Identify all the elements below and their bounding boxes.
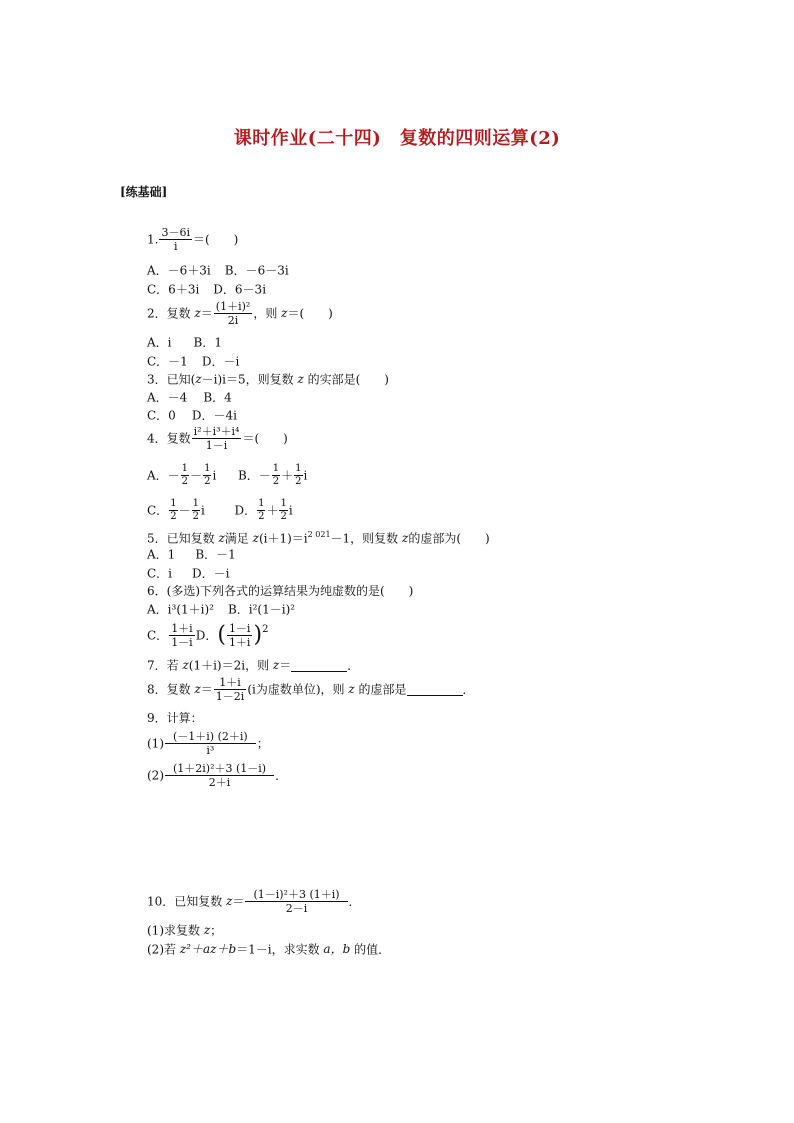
q1-numerator: 3－6i	[161, 226, 190, 239]
q4-b-f2-d: 2	[295, 476, 302, 487]
q9-p2-den: 2＋i	[208, 776, 231, 789]
q6-option-c-pre: C．	[147, 628, 169, 643]
q4-d-f1-d: 2	[258, 511, 265, 522]
q4-d-f2-n: 1	[280, 498, 287, 509]
q10-z: z	[226, 894, 233, 908]
question-5	[147, 527, 490, 547]
q6-d-exponent: 2	[262, 624, 269, 635]
q1-option-b: B．－6－3i	[224, 263, 289, 278]
q2-option-a: A．i	[147, 335, 172, 350]
q2-options-row1	[147, 334, 222, 351]
q7-c: ＝	[279, 658, 292, 673]
q8-den: 1－2i	[215, 690, 245, 703]
q4-b-frac2	[294, 463, 302, 488]
q4-options-row2	[147, 498, 293, 523]
q4-c-f1-n: 1	[170, 498, 177, 509]
q2-options-row2	[147, 353, 239, 370]
question-8	[147, 676, 475, 703]
q4-lead: 4．复数	[147, 431, 191, 446]
q1-option-d: D．6－3i	[213, 282, 267, 297]
q2-option-d: D．－i	[201, 354, 240, 369]
q9-p2-label: (2)	[147, 768, 164, 783]
q6-d-fraction	[227, 622, 253, 649]
q2-lead: 2．复数	[147, 306, 195, 321]
q4-c-f2-d: 2	[192, 511, 199, 522]
q3-option-c: C．0	[147, 408, 176, 423]
q8-z: z	[194, 682, 201, 696]
q5-e: 的虚部为( )	[408, 531, 490, 546]
q4-d-f1-n: 1	[258, 498, 265, 509]
q2-numerator: (1＋i)²	[215, 300, 251, 313]
q5-exponent: 2 021	[307, 530, 331, 539]
q4-option-b-pre: B．－	[237, 468, 271, 483]
q3-z2: z	[297, 372, 304, 386]
q2-z: z	[194, 306, 201, 320]
q10-tail: ．	[348, 894, 361, 909]
q3-mid: －i)i＝5，则复数	[201, 372, 298, 387]
question-6: 6．(多选)下列各式的运算结果为纯虚数的是( )	[147, 584, 414, 598]
q5-c: (i＋1)＝i	[258, 531, 308, 546]
q8-eq: ＝	[200, 682, 213, 697]
q2-denominator: 2i	[227, 314, 239, 327]
q10-p1-tail: ；	[210, 923, 223, 938]
q5-z: z	[218, 531, 225, 545]
q10-num: (1－i)²＋3 (1＋i)	[245, 888, 347, 902]
q7-z2: z	[272, 658, 280, 672]
q4-a-frac1	[181, 463, 189, 488]
q6-options-row1	[147, 601, 295, 618]
q5-z2: z	[252, 531, 259, 545]
q5-options-row1	[147, 546, 236, 563]
q5-option-a: A．1	[147, 547, 176, 562]
q6-option-b: B．i²(1－i)²	[227, 602, 296, 617]
q2-tail2: ＝( )	[287, 306, 333, 321]
q4-c-f1-d: 2	[170, 511, 177, 522]
q10-p1-text: (1)求复数	[147, 923, 204, 938]
q2-fraction	[214, 300, 253, 327]
q1-denominator: i	[173, 240, 178, 253]
q1-option-c: C．6＋3i	[147, 282, 200, 297]
q3-option-d: D．－4i	[191, 408, 237, 423]
q8-c: 的虚部是	[354, 682, 407, 697]
q1-fraction	[159, 226, 192, 253]
q10-a: 10．已知复数	[147, 894, 227, 909]
q10-part1	[147, 922, 222, 939]
q4-option-c-pre: C．	[147, 503, 169, 518]
q3-option-a: A．－4	[147, 390, 188, 405]
q1-option-a: A．－6＋3i	[147, 263, 211, 278]
q10-den: 2－i	[285, 902, 308, 915]
q4-c-frac2	[192, 498, 200, 523]
q9-p1-den: i³	[206, 744, 215, 757]
q1-options-row2	[147, 281, 266, 298]
q4-fraction	[192, 425, 242, 452]
q2-eq: ＝	[200, 306, 213, 321]
q6-c-fraction	[169, 622, 195, 649]
q5-d: －1，则复数	[330, 531, 402, 546]
q1-tail: ＝( )	[192, 232, 239, 247]
q6-c-den: 1－i	[171, 636, 193, 649]
q5-option-d: D．－i	[192, 566, 230, 581]
q9-p1-num: (－1＋i) (2＋i)	[165, 730, 256, 744]
q4-b-frac1	[272, 463, 280, 488]
q3-pre: 3．已知(	[147, 372, 196, 387]
q6-c-num: 1＋i	[171, 622, 193, 635]
q9-p1-label: (1)	[147, 736, 164, 751]
q5-options-row2	[147, 565, 230, 582]
q8-fraction	[214, 676, 247, 703]
question-9: 9．计算：	[147, 711, 203, 725]
q3-option-b: B．4	[203, 390, 232, 405]
question-2	[147, 300, 333, 327]
q4-numerator: i²＋i³＋i⁴	[193, 425, 240, 438]
q3-post: 的实部是( )	[303, 372, 389, 387]
q4-a-f2-d: 2	[204, 476, 211, 487]
q6-option-d-pre: D．	[195, 628, 218, 643]
q2-option-b: B．1	[193, 335, 222, 350]
q8-b: (i为虚数单位)，则	[247, 682, 349, 697]
q4-options-row1	[147, 463, 307, 488]
q2-option-c: C．－1	[147, 354, 188, 369]
q9-part2	[147, 762, 287, 789]
q4-b-i: i	[303, 468, 308, 483]
q9-p1-tail: ；	[256, 736, 269, 751]
q4-d-f2-d: 2	[280, 511, 287, 522]
q4-c-frac1	[169, 498, 177, 523]
question-1	[147, 226, 238, 253]
q8-num: 1＋i	[214, 676, 247, 690]
q4-a-op: －	[190, 468, 203, 483]
q9-p2-num: (1＋2i)²＋3 (1－i)	[165, 762, 274, 776]
q3-z: z	[195, 372, 202, 386]
question-4	[147, 425, 288, 452]
q10-p2-c: 的值．	[350, 942, 391, 957]
q10-eq: ＝	[232, 894, 245, 909]
q8-z2: z	[348, 682, 355, 696]
q4-d-frac2	[279, 498, 287, 523]
q6-options-row2	[147, 622, 268, 649]
q4-a-f1-d: 2	[181, 476, 189, 487]
q4-d-frac1	[257, 498, 265, 523]
q7-b: (1＋i)＝2i，则	[188, 658, 273, 673]
q6-d-den: 1＋i	[228, 636, 251, 649]
question-3	[147, 371, 389, 388]
q4-option-a-pre: A．－	[147, 468, 180, 483]
q5-a: 5．已知复数	[147, 531, 219, 546]
question-10	[147, 888, 361, 915]
q1-options-row1	[147, 262, 289, 279]
q4-tail: ＝( )	[242, 431, 288, 446]
q4-d-op: ＋	[266, 503, 279, 518]
q10-fraction	[245, 888, 347, 915]
q2-z2: z	[281, 306, 288, 320]
q4-b-f2-n: 1	[295, 463, 302, 474]
q4-c-f2-n: 1	[192, 498, 199, 509]
q4-b-f1-d: 2	[272, 476, 280, 487]
q4-b-op: ＋	[281, 468, 294, 483]
q4-a-f2-n: 1	[204, 463, 211, 474]
q8-d: ．	[462, 682, 475, 697]
q4-a-f1-n: 1	[181, 463, 189, 474]
q5-b: 满足	[224, 531, 253, 546]
q4-c-i: i	[200, 503, 205, 518]
q4-a-frac2	[203, 463, 211, 488]
q6-d-rparen: )	[253, 622, 263, 648]
q9-p1-fraction	[165, 730, 256, 757]
q6-d-num: 1－i	[228, 622, 251, 635]
section-heading: [练基础]	[120, 185, 168, 199]
q10-p2-a: (2)若	[147, 942, 180, 957]
q9-p2-fraction	[165, 762, 274, 789]
q10-p2-expr: z²＋az＋b	[179, 942, 237, 956]
q5-option-b: B．－1	[195, 547, 236, 562]
q7-z: z	[182, 658, 189, 672]
q10-part2	[147, 941, 390, 958]
q4-option-d-pre: D．	[234, 503, 257, 518]
q10-p2-b: ＝1－i，求实数	[236, 942, 324, 957]
q6-option-a: A．i³(1＋i)²	[147, 602, 214, 617]
q7-a: 7．若	[147, 658, 183, 673]
q10-p2-ab: a，b	[323, 942, 351, 956]
q4-a-i: i	[212, 468, 217, 483]
q6-d-lparen: (	[217, 622, 226, 648]
q4-b-f1-n: 1	[272, 463, 280, 474]
question-7	[147, 657, 359, 674]
q9-part1	[147, 730, 269, 757]
q10-p1-z: z	[203, 923, 211, 937]
q3-options-row1	[147, 389, 232, 406]
page-title: 课时作业(二十四) 复数的四则运算(2)	[233, 128, 561, 149]
q1-number: 1.	[147, 232, 159, 247]
q8-a: 8．复数	[147, 682, 195, 697]
q4-d-i: i	[288, 503, 293, 518]
q4-denominator: 1－i	[205, 439, 228, 452]
q2-tail: ，则	[253, 306, 282, 321]
q3-options-row2	[147, 407, 237, 424]
q5-option-c: C．i	[147, 566, 173, 581]
q9-p2-tail: ．	[275, 768, 288, 783]
q7-answer-blank[interactable]	[291, 659, 347, 672]
q7-d: ．	[347, 658, 360, 673]
q4-c-op: －	[178, 503, 191, 518]
q8-answer-blank[interactable]	[407, 683, 463, 696]
q5-z3: z	[401, 531, 409, 545]
